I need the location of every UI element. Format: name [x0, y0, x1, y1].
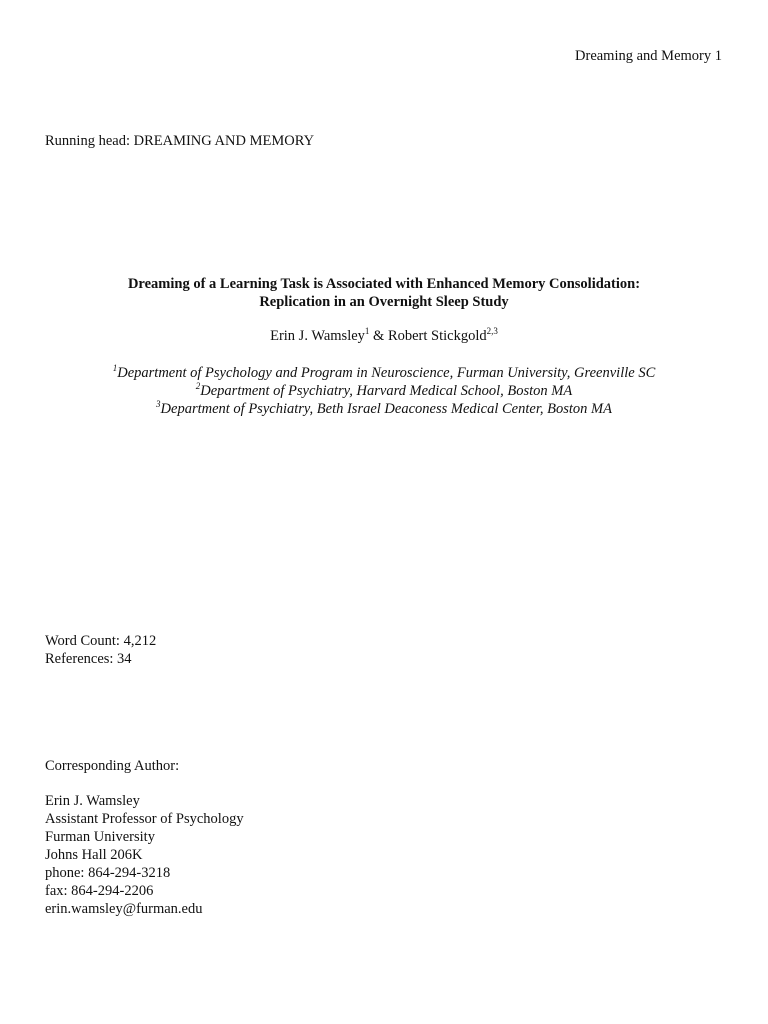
title-line-2: Replication in an Overnight Sleep Study — [259, 294, 509, 310]
affiliation-3 — [0, 400, 768, 418]
contact-institution: Furman University — [45, 829, 155, 845]
reference-count: References: 34 — [45, 651, 132, 667]
title-line-1: Dreaming of a Learning Task is Associated with Enhanced Memory Consolidation: — [127, 276, 641, 292]
author-separator: & — [369, 328, 388, 344]
affiliation-1 — [0, 364, 768, 382]
affiliation-2 — [0, 382, 768, 400]
page-header: Dreaming and Memory 1 — [575, 48, 722, 64]
affiliations — [0, 364, 768, 418]
affiliation-text-3: Department of Psychiatry, Beth Israel Deaconess Medical Center, Boston MA — [160, 401, 612, 417]
author-name-1: Erin J. Wamsley — [270, 328, 365, 344]
contact-position: Assistant Professor of Psychology — [45, 811, 244, 827]
contact-name: Erin J. Wamsley — [45, 793, 140, 809]
contact-email: erin.wamsley@furman.edu — [45, 901, 203, 917]
author-affiliation-mark-1: 1 — [364, 326, 370, 337]
paper-title — [0, 275, 768, 311]
word-count: Word Count: 4,212 — [45, 633, 157, 649]
running-head: Running head: DREAMING AND MEMORY — [45, 133, 315, 149]
affiliation-mark-1: 1 — [112, 363, 118, 374]
contact-office: Johns Hall 206K — [45, 847, 143, 863]
affiliation-text-2: Department of Psychiatry, Harvard Medical School, Boston MA — [200, 383, 573, 399]
affiliation-text-1: Department of Psychology and Program in Neuroscience, Furman University, Greenville SC — [117, 365, 656, 381]
author-affiliation-mark-2: 2,3 — [486, 326, 498, 337]
author-name-2: Robert Stickgold — [387, 328, 487, 344]
manuscript-counts — [45, 632, 156, 668]
corresponding-author-label: Corresponding Author: — [45, 758, 180, 774]
corresponding-author-contact — [45, 792, 244, 918]
author-line — [0, 327, 768, 345]
affiliation-mark-3: 3 — [156, 399, 161, 410]
contact-phone: phone: 864-294-3218 — [45, 865, 171, 881]
contact-fax: fax: 864-294-2206 — [45, 883, 154, 899]
affiliation-mark-2: 2 — [195, 381, 201, 392]
